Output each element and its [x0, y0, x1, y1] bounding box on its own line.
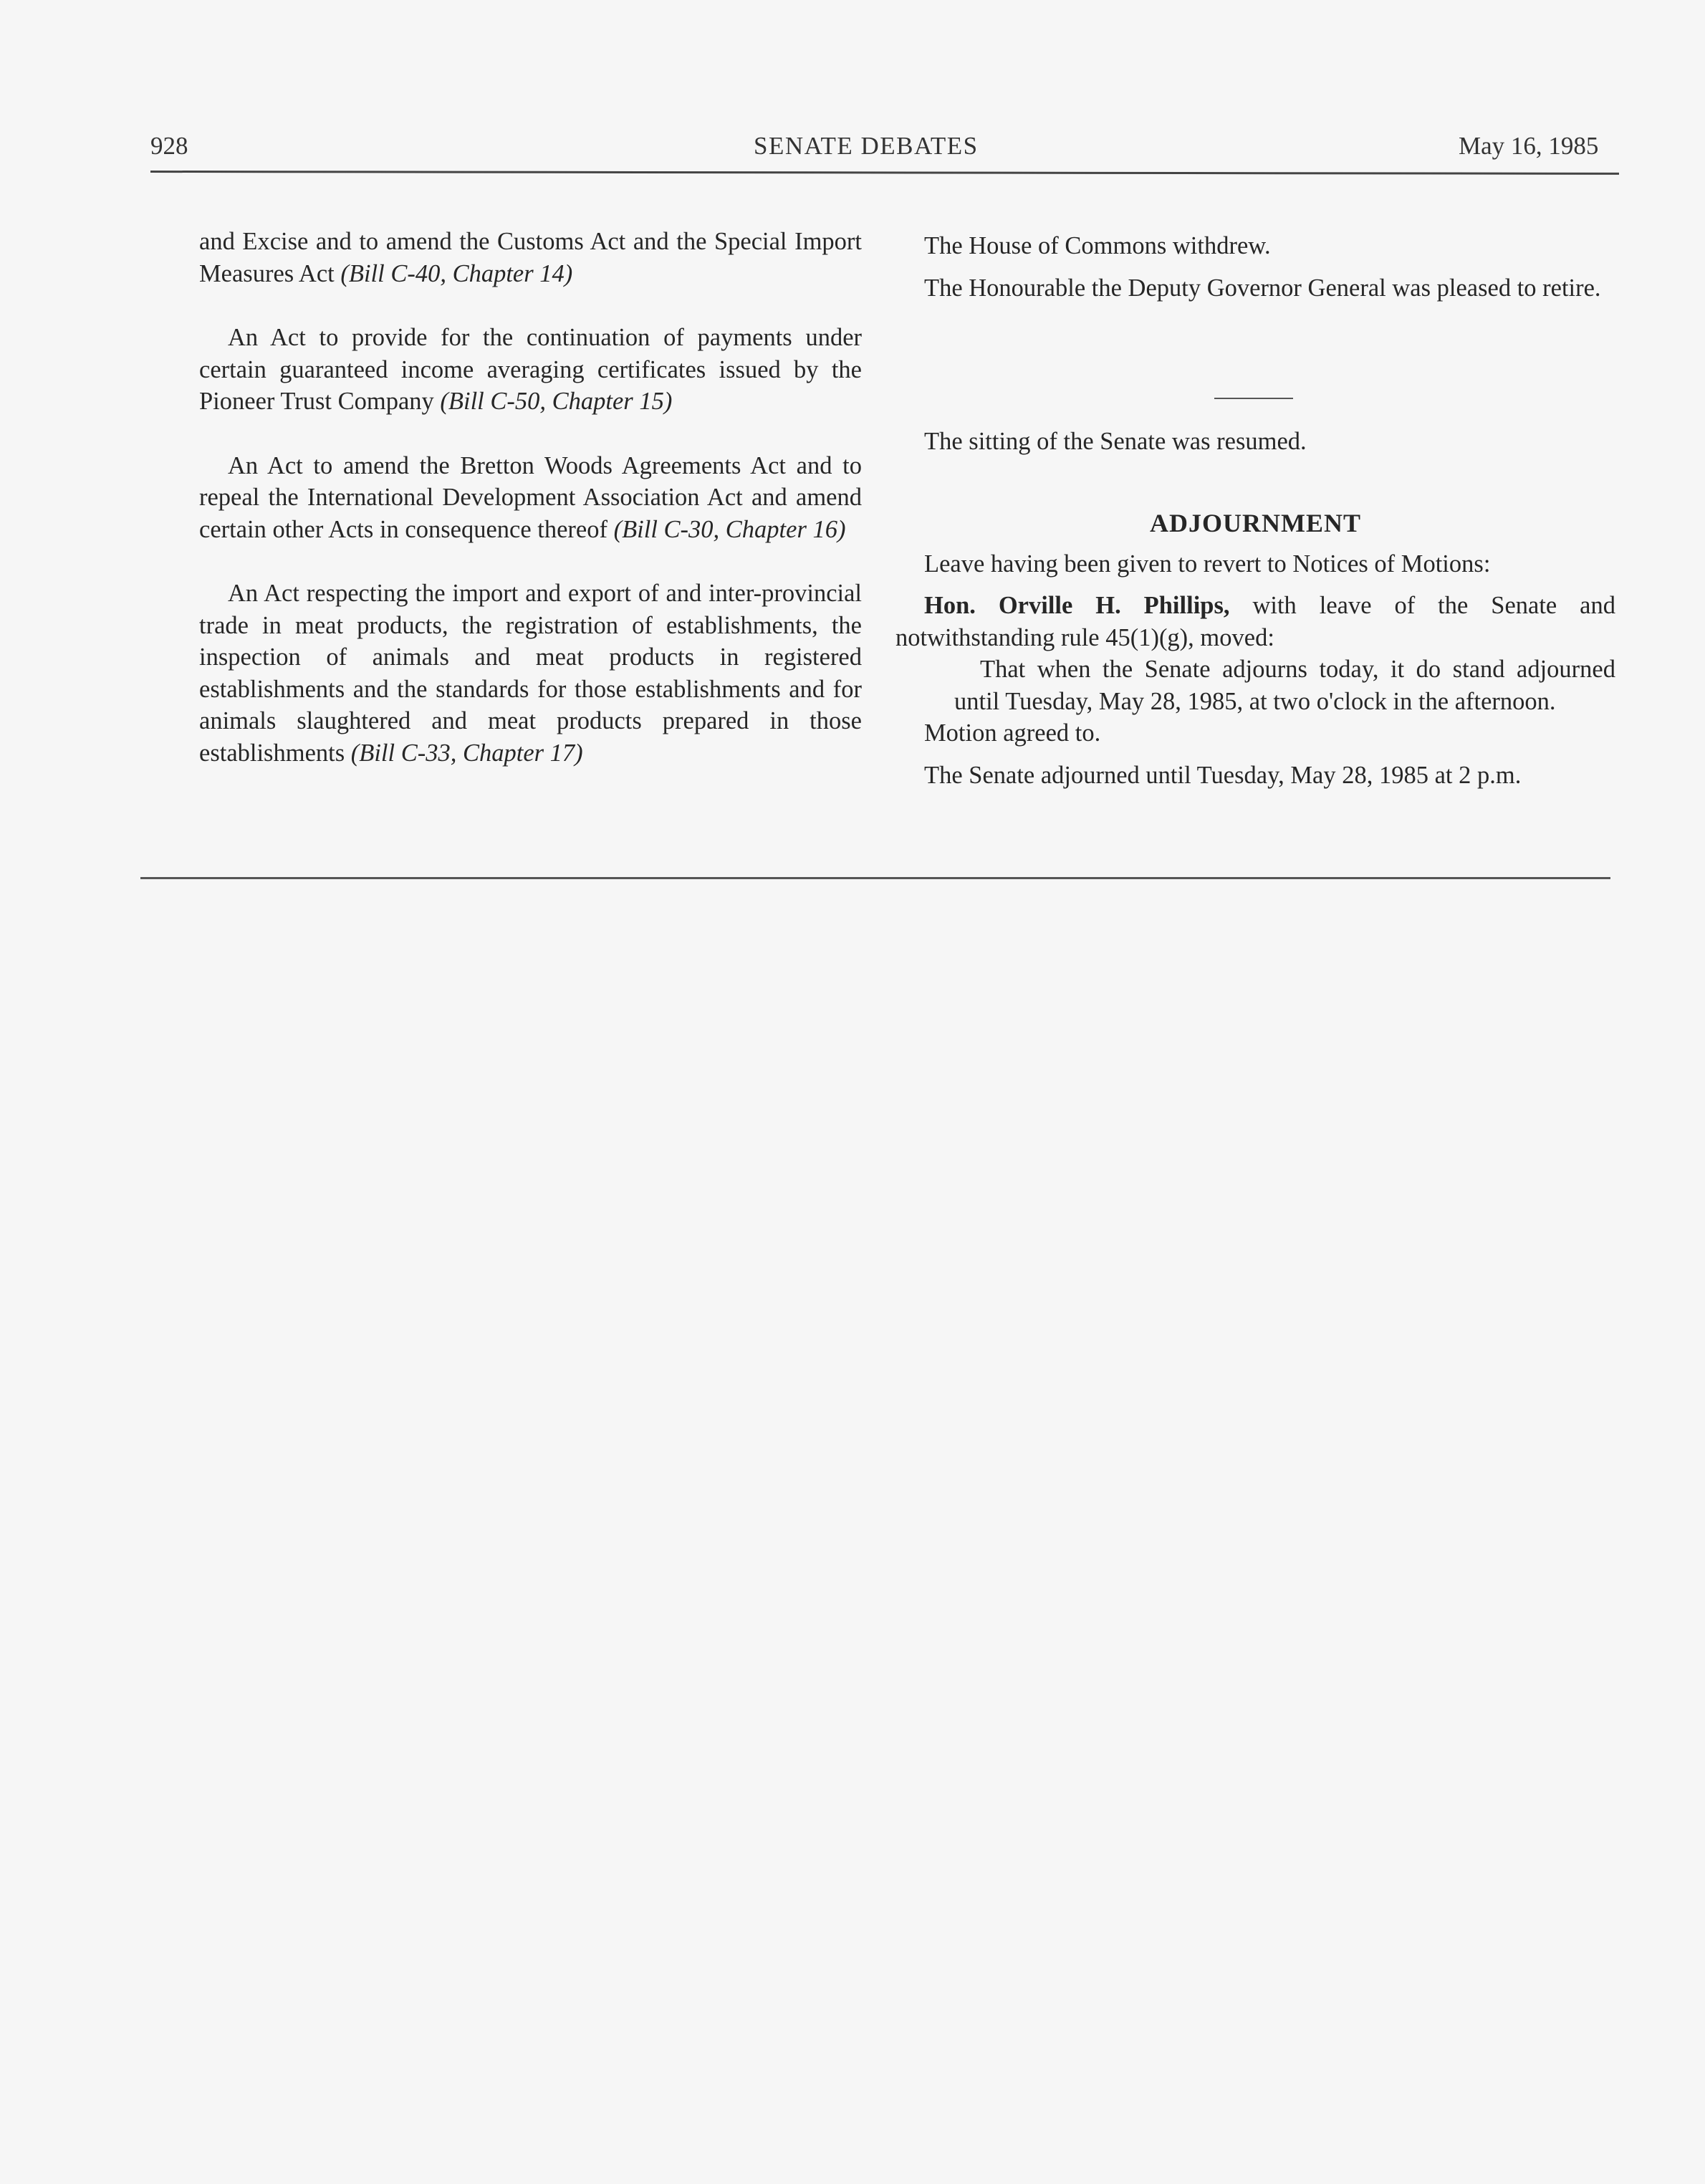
motion-quote	[895, 653, 1615, 717]
section-heading-adjournment: ADJOURNMENT	[1150, 509, 1361, 537]
bill-reference: (Bill C-33, Chapter 17)	[350, 739, 583, 767]
header-rule	[150, 171, 1619, 175]
paragraph-bretton-woods: An Act to amend the Bretton Woods Agreements Act and to repeal the International Development Association Act and amend certain other Acts in consequence thereof (Bill C-30, Chapter 16)	[199, 451, 862, 543]
adjournment-section	[895, 507, 1615, 791]
paragraph-leave-given: Leave having been given to revert to Notices of Motions:	[924, 550, 1491, 578]
paragraph-governor-retire: The Honourable the Deputy Governor General was pleased to retire.	[924, 274, 1601, 302]
bill-reference: (Bill C-40, Chapter 14)	[340, 259, 573, 287]
paragraph-senate-adjourned: The Senate adjourned until Tuesday, May 28, 1985 at 2 p.m.	[924, 761, 1522, 789]
page-number: 928	[150, 132, 188, 160]
paragraph-motion-intro: Hon. Orville H. Phillips, with leave of the Senate and notwithstanding rule 45(1)(g), moved:	[895, 592, 1615, 651]
paragraph-motion-agreed: Motion agreed to.	[924, 719, 1101, 747]
footer-rule	[140, 877, 1610, 879]
left-column	[199, 226, 862, 769]
section-divider	[1214, 398, 1293, 399]
right-column	[895, 230, 1615, 304]
paragraph-meat-products: An Act respecting the import and export of and inter-provincial trade in meat products, the registration of establishments, the inspection of animals and meat products in registered establishments and the standards for those establishments and for animals slaughtered and meat products prepared in those establishments (Bill C-33, Chapter 17)	[199, 580, 862, 767]
bill-reference: (Bill C-30, Chapter 16)	[613, 515, 846, 543]
paragraph-pioneer-trust: An Act to provide for the continuation of payments under certain guaranteed income averaging certificates issued by the Pioneer Trust Company (Bill C-50, Chapter 15)	[199, 324, 862, 415]
page-date: May 16, 1985	[1459, 132, 1599, 160]
paragraph-customs-act: and Excise and to amend the Customs Act and the Special Import Measures Act (Bill C-40, Chapter 14)	[199, 228, 862, 287]
paragraph-sitting-resumed: The sitting of the Senate was resumed.	[924, 428, 1307, 455]
paragraph-commons-withdrew: The House of Commons withdrew.	[924, 232, 1271, 259]
speaker-name: Hon. Orville H. Phillips,	[924, 592, 1230, 619]
bill-reference: (Bill C-50, Chapter 15)	[440, 388, 673, 415]
page-title: SENATE DEBATES	[754, 132, 979, 160]
motion-text: That when the Senate adjourns today, it do stand adjourned until Tuesday, May 28, 1985, at two o'clock in the afternoon.	[954, 656, 1615, 715]
